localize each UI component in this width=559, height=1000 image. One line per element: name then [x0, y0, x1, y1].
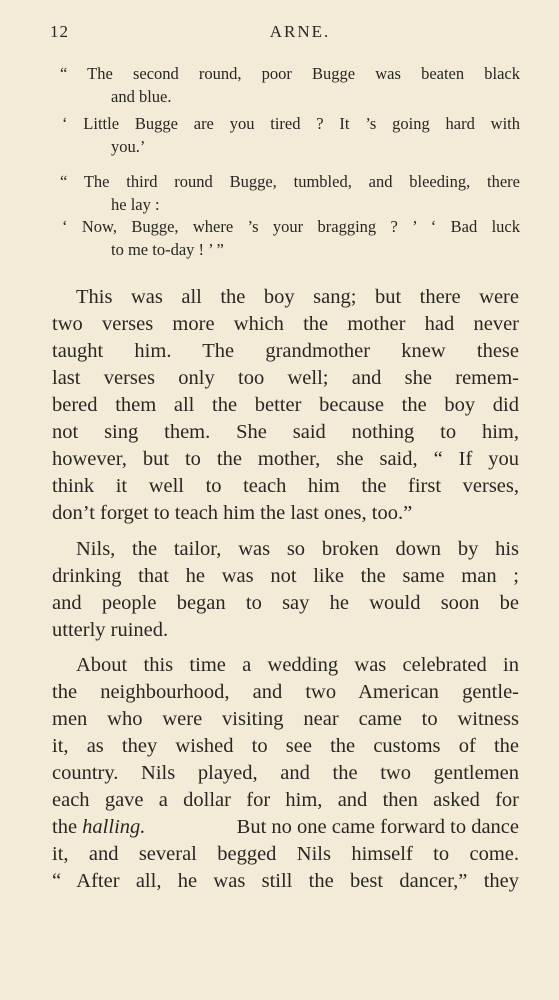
paragraph-line: “ After all, he was still the best dancer,” they [52, 870, 519, 892]
paragraph-line: taught him. The grandmother knew these [52, 340, 519, 362]
paragraph-line: About this time a wedding was celebrated in [76, 654, 519, 676]
paragraph-line: two verses more which the mother had never [52, 313, 519, 335]
paragraph-line: drinking that he was not like the same man ; [52, 565, 519, 587]
paragraph-line: think it well to teach him the first verses, [52, 475, 519, 497]
verse-line: “ The third round Bugge, tumbled, and bleeding, there [60, 172, 520, 191]
verse-line: he lay : [111, 195, 160, 214]
paragraph-line: however, but to the mother, she said, “ If you [52, 448, 519, 470]
verse-line: you.’ [111, 137, 146, 156]
verse-line: to me to-day ! ’ ” [111, 240, 224, 259]
paragraph-line: This was all the boy sang; but there were [76, 286, 519, 308]
paragraph-line: it, and several begged Nils himself to come. [52, 843, 519, 865]
paragraph-line: bered them all the better because the boy did [52, 394, 519, 416]
paragraph-line: utterly ruined. [52, 619, 169, 641]
paragraph-line: last verses only too well; and she remem- [52, 367, 519, 389]
page-number: 12 [50, 22, 69, 41]
verse-line: and blue. [111, 87, 172, 106]
paragraph-line: don’t forget to teach him the last ones, too.” [52, 502, 413, 524]
paragraph-line: it, as they wished to see the customs of the [52, 735, 519, 757]
paragraph-line: men who were visiting near came to witness [52, 708, 519, 730]
paragraph-line: Nils, the tailor, was so broken down by his [76, 538, 519, 560]
line-text: the halling. [52, 816, 146, 838]
verse-line: “ The second round, poor Bugge was beaten black [60, 64, 520, 83]
page-header [50, 22, 520, 46]
running-title: ARNE. [269, 22, 331, 41]
line-text: But no one came forward to dance [236, 816, 519, 838]
paragraph-line: and people began to say he would soon be [52, 592, 519, 614]
verse-line: ‘ Now, Bugge, where ’s your bragging ? ’ ‘ Bad luck [62, 217, 520, 236]
paragraph-line: the neighbourhood, and two American gentle- [52, 681, 519, 703]
paragraph-line: country. Nils played, and the two gentlemen [52, 762, 519, 784]
verse-line: ‘ Little Bugge are you tired ? It ’s going hard with [62, 114, 520, 133]
paragraph-line-mixed [52, 814, 519, 841]
italic-word: halling. [82, 816, 146, 838]
paragraph-line: each gave a dollar for him, and then asked for [52, 789, 519, 811]
paragraph-line: not sing them. She said nothing to him, [52, 421, 519, 443]
